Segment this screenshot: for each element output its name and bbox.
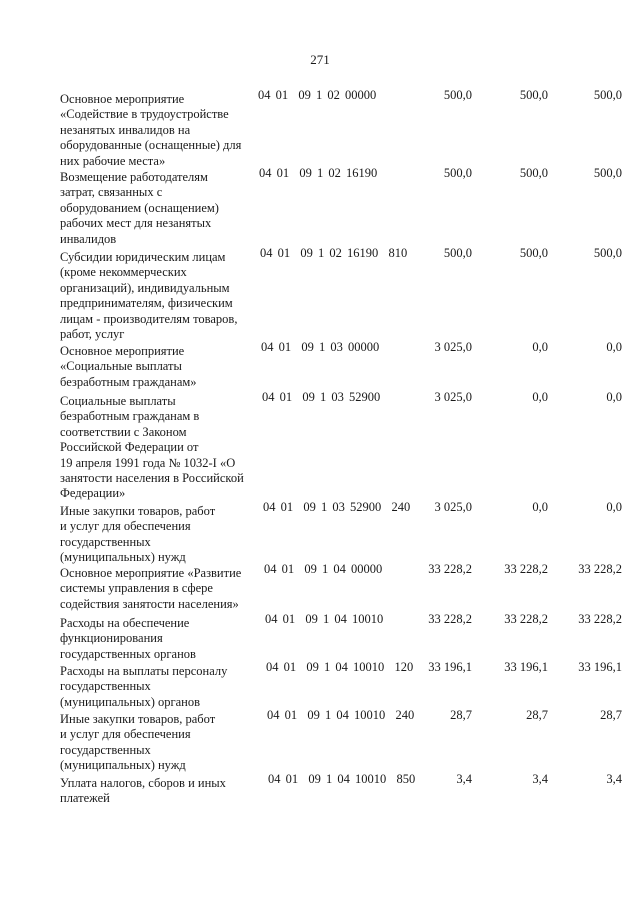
row-value-3: 28,7 bbox=[600, 708, 622, 722]
row-code: 04 01 09 1 03 00000 bbox=[261, 340, 380, 354]
row-name: Основное мероприятие «Содействие в трудоустройстве незанятых инвалидов на оборудованные (оснащенные) для них рабочие места» bbox=[60, 92, 242, 168]
row-name: Иные закупки товаров, работ и услуг для обеспечения государственных (муниципальных) нужд bbox=[60, 504, 216, 565]
row-value-2: 33 228,2 bbox=[504, 612, 548, 626]
row-name: Основное мероприятие «Социальные выплаты безработным гражданам» bbox=[60, 344, 197, 389]
row-name: Возмещение работодателям затрат, связанных с оборудованием (оснащением) рабочих мест для незанятых инвалидов bbox=[60, 170, 219, 246]
row-name: Расходы на обеспечение функционирования государственных органов bbox=[60, 616, 196, 661]
row-value-2: 500,0 bbox=[519, 166, 548, 180]
row-value-1: 3 025,0 bbox=[434, 390, 472, 404]
row-value-1: 33 228,2 bbox=[428, 562, 472, 576]
row-code: 04 01 09 1 03 52900 240 bbox=[263, 500, 411, 514]
row-value-1: 3 025,0 bbox=[434, 500, 472, 514]
row-value-3: 500,0 bbox=[593, 166, 622, 180]
row-code: 04 01 09 1 04 10010 bbox=[265, 612, 384, 626]
row-value-2: 33 196,1 bbox=[504, 660, 548, 674]
row-code: 04 01 09 1 04 10010 240 bbox=[267, 708, 415, 722]
row-value-3: 3,4 bbox=[606, 772, 622, 786]
row-name: Субсидии юридическим лицам (кроме некоммерческих организаций), индивидуальным предпринимателям, физическим лицам - производителям товаров, работ, услуг bbox=[60, 250, 238, 342]
row-name: Уплата налогов, сборов и иных платежей bbox=[60, 776, 226, 806]
row-value-2: 0,0 bbox=[532, 340, 548, 354]
row-value-2: 500,0 bbox=[519, 88, 548, 102]
row-value-3: 33 228,2 bbox=[578, 612, 622, 626]
row-code: 04 01 09 1 02 00000 bbox=[258, 88, 377, 102]
row-value-2: 500,0 bbox=[519, 246, 548, 260]
row-value-2: 33 228,2 bbox=[504, 562, 548, 576]
row-value-1: 33 228,2 bbox=[428, 612, 472, 626]
row-value-1: 500,0 bbox=[443, 246, 472, 260]
row-value-2: 28,7 bbox=[526, 708, 548, 722]
row-name: Иные закупки товаров, работ и услуг для обеспечения государственных (муниципальных) нужд bbox=[60, 712, 216, 773]
row-code: 04 01 09 1 03 52900 bbox=[262, 390, 381, 404]
row-value-3: 500,0 bbox=[593, 246, 622, 260]
row-value-3: 0,0 bbox=[606, 500, 622, 514]
row-value-2: 0,0 bbox=[532, 390, 548, 404]
row-value-3: 500,0 bbox=[593, 88, 622, 102]
row-name: Основное мероприятие «Развитие системы управления в сфере содействия занятости населения» bbox=[60, 566, 242, 611]
row-code: 04 01 09 1 02 16190 810 bbox=[260, 246, 408, 260]
row-value-3: 0,0 bbox=[606, 390, 622, 404]
row-value-3: 33 228,2 bbox=[578, 562, 622, 576]
row-name: Социальные выплаты безработным гражданам в соответствии с Законом Российской Федерации от 19 апреля 1991 года № 1032-I «О занятости населения в Российской Федерации» bbox=[60, 394, 244, 501]
row-code: 04 01 09 1 02 16190 bbox=[259, 166, 378, 180]
row-name: Расходы на выплаты персоналу государственных (муниципальных) органов bbox=[60, 664, 228, 709]
row-value-1: 500,0 bbox=[443, 88, 472, 102]
row-value-1: 33 196,1 bbox=[428, 660, 472, 674]
row-value-1: 3,4 bbox=[456, 772, 472, 786]
row-value-3: 0,0 bbox=[606, 340, 622, 354]
row-code: 04 01 09 1 04 10010 850 bbox=[268, 772, 416, 786]
row-value-1: 500,0 bbox=[443, 166, 472, 180]
row-value-2: 3,4 bbox=[532, 772, 548, 786]
page-number: 271 bbox=[310, 52, 330, 67]
row-value-3: 33 196,1 bbox=[578, 660, 622, 674]
row-code: 04 01 09 1 04 10010 120 bbox=[266, 660, 414, 674]
row-value-1: 28,7 bbox=[450, 708, 472, 722]
row-value-1: 3 025,0 bbox=[434, 340, 472, 354]
row-value-2: 0,0 bbox=[532, 500, 548, 514]
row-code: 04 01 09 1 04 00000 bbox=[264, 562, 383, 576]
